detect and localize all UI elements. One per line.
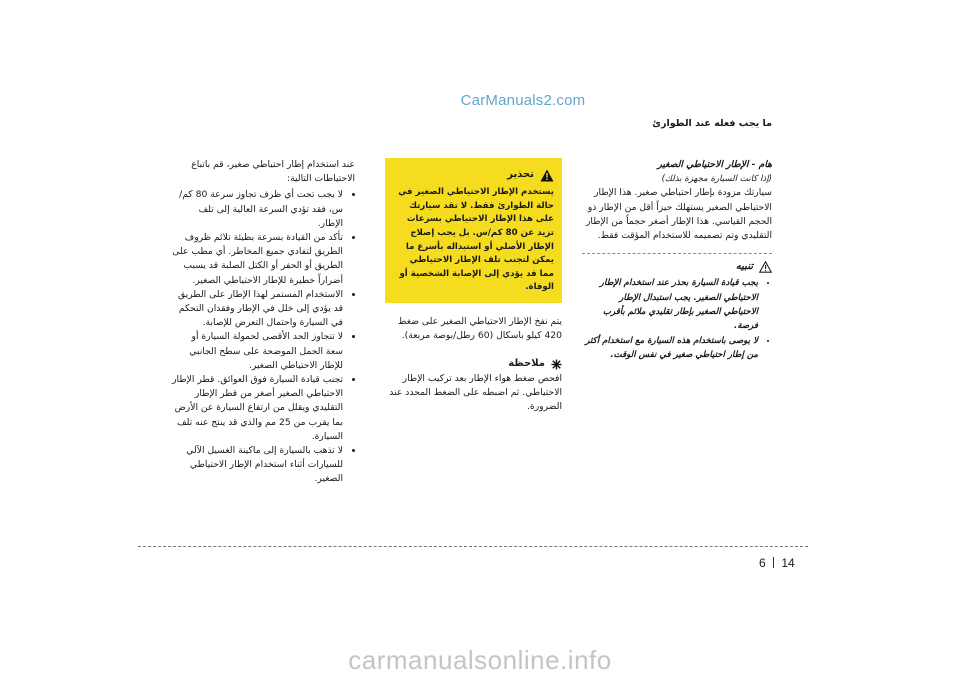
warning-triangle-icon: [540, 169, 554, 182]
notice-box: [582, 253, 772, 362]
precaution-item: • لا تذهب بالسيارة إلى ماكينة الغسيل الآلي للسيارات أثناء استخدام الإطار الاحتياطي الصغير.: [172, 444, 343, 487]
notice-header: [582, 260, 772, 274]
warning-box: [385, 158, 562, 303]
warning-text: يستخدم الإطار الاحتياطي الصغير في حالة الطوارئ فقط. لا تقد سيارتك على هذا الإطار الاحتياطي بسرعات تزيد عن 80 كم/س. بل يجب إصلاح الإطار الأصلي أو استبداله بأسرع ما يمكن لتجنب تلف الإطار الاحتياطي مما قد يؤدي إلى الإصابة الشخصية أو الوفاة.: [398, 187, 554, 293]
warning-title: تحذير: [507, 169, 534, 180]
watermark-carmanualsonline: carmanualsonline.info: [348, 645, 612, 675]
notice-item: • لا يوصى باستخدام هذه السيارة مع استخدام أكثر من إطار احتياطي صغير في نفس الوقت.: [582, 334, 758, 362]
page-title: ما يجب فعله عند الطوارئ: [652, 118, 772, 129]
notice-title: تنبيه: [735, 261, 753, 273]
caution-triangle-icon: [759, 261, 772, 273]
notice-list: [582, 276, 772, 362]
info-text: افحص ضغط هواء الإطار بعد تركيب الإطار الاحتياطي. ثم اضبطه على الضغط المحدد عند الضرورة.: [389, 372, 562, 412]
spare-tire-heading: هام - الإطار الاحتياطي الصغير: [657, 159, 772, 170]
pressure-text: يتم نفخ الإطار الاحتياطي الصغير على ضغط 420 كيلو باسكال (60 رطل/بوصة مربعة).: [398, 315, 562, 342]
info-title: ملاحظة: [508, 358, 545, 370]
notice-item: • يجب قيادة السيارة بحذر عند استخدام الإطار الاحتياطي الصغير. يجب استبدال الإطار الاحتياطي الصغير بإطار تقليدي ملائم بأقرب فرصة.: [582, 276, 758, 333]
spare-tire-subnote: (إذا كانت السيارة مجهزة بذلك): [661, 174, 772, 185]
right-column: [582, 158, 772, 364]
spare-tire-paragraph: سيارتك مزودة بإطار احتياطي صغير. هذا الإطار الاحتياطي الصغير يستهلك حيزاً أقل من الإطار ذو الحجم القياسي. هذا الإطار أصغر حجماً من الإطار التقليدي وتم تصميمه للاستخدام المؤقت فقط.: [585, 187, 772, 242]
precaution-item: • لا يجب تحت أي ظرف تجاوز سرعة 80 كم/س، فقد تؤدي السرعة العالية إلى تلف الإطار.: [172, 188, 343, 231]
page-num: 14: [781, 556, 795, 570]
footer-divider: [138, 546, 808, 547]
precaution-item: • لا تتجاوز الحد الأقصى لحمولة السيارة أو سعة الحمل الموضحة على سطح الجانبي للإطار الاحتياطي الصغير.: [172, 330, 343, 373]
warning-header: [393, 168, 554, 182]
page-section: 6: [759, 556, 766, 570]
middle-column: [385, 158, 562, 414]
precaution-item: • الاستخدام المستمر لهذا الإطار على الطريق قد يؤدي إلى خلل في الإطار وفقدان التحكم في السيارة واحتمال التعرض للإصابة.: [172, 288, 343, 331]
precautions-intro: عند استخدام إطار احتياطي صغير، قم باتباع الاحتياطات التالية:: [191, 159, 355, 185]
info-header: [385, 357, 562, 371]
precautions-list: [172, 188, 355, 486]
left-column: [172, 158, 355, 487]
precaution-item: • تأكد من القيادة بسرعة بطيئة تلائم ظروف الطريق لتفادي جميع المخاطر. أي مطب على الطريق أو الحفر أو الكتل الصلبة قد يسبب أضراراً خطيرة للإطار الاحتياطي الصغير.: [172, 231, 343, 288]
page-divider: [773, 557, 774, 568]
watermark-carmanuals2: CarManuals2.com: [460, 92, 586, 109]
page-number: [759, 556, 795, 570]
precaution-item: • تجنب قيادة السيارة فوق العوائق. قطر الإطار الاحتياطي الصغير أصغر من قطر الإطار التقليدي ويقلل من ارتفاع السيارة عن الأرض بما يقرب من 25 مم والذي قد ينتج عنه تلف السيارة.: [172, 373, 343, 444]
info-star-icon: [551, 359, 562, 370]
